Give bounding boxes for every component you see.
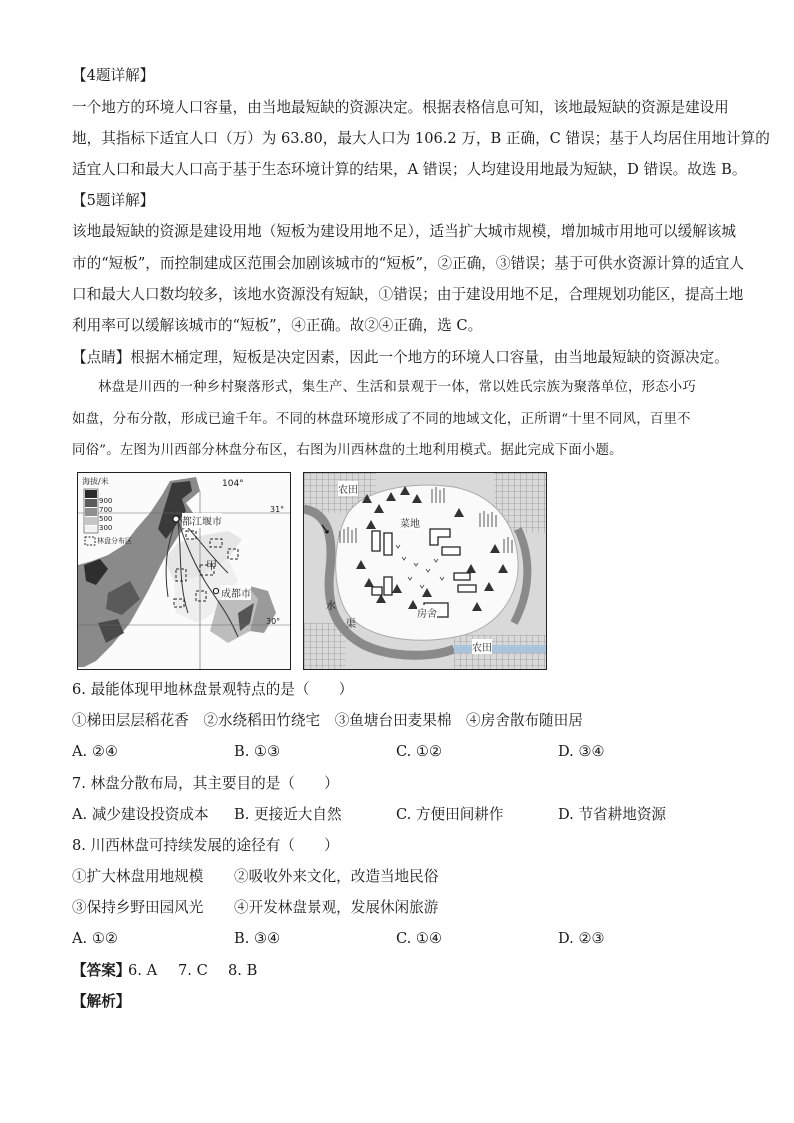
right-map-vegetable: 菜地 [400,515,420,530]
q4-heading: 【4题详解】 [72,67,155,84]
q8-option-c[interactable]: C. ①④ [396,930,443,947]
figures [77,472,547,668]
q5-line-4: 利用率可以缓解该城市的“短板”，④正确。故②④正确，选 C。 [72,317,483,334]
q8-item-2: ②吸收外来文化，改造当地民俗 [234,868,439,885]
lead-line-3: 同俗”。左图为川西部分林盘分布区，右图为川西林盘的土地利用模式。据此完成下面小题。 [72,443,623,458]
left-map-legend-500: 500 [99,515,113,523]
right-map-farmland-bottom: 农田 [472,639,492,654]
q4-line-3: 适宜人口和最大人口高于基于生态环境计算的结果，A 错误；人均建设用地最为短缺，D 错误。故选 B。 [72,161,747,178]
right-map-canal: 渠 [346,619,356,630]
answer-7: 7. C [178,962,208,979]
q8-option-d[interactable]: D. ②③ [558,930,605,947]
left-map-lat-bottom: 30° [266,617,281,626]
q8-item-3: ③保持乡野田园风光 [72,899,204,916]
q7-option-b[interactable]: B. 更接近大自然 [234,806,342,823]
q8-option-a[interactable]: A. ①② [72,930,118,947]
q5-line-2: 市的“短板”，而控制建成区范围会加剧该城市的“短板”，②正确，③错误；基于可供水资源计算的适宜人 [72,255,744,272]
q5-heading: 【5题详解】 [72,192,155,209]
q7-option-d[interactable]: D. 节省耕地资源 [558,806,667,823]
q8-stem: 8. 川西林盘可持续发展的途径有（ ） [72,837,339,854]
q4-line-2: 地，其指标下适宜人口（万）为 63.80，最大人口为 106.2 万，B 正确，C 错误；基于人均居住用地计算的 [72,130,770,147]
lead-line-1: 林盘是川西的一种乡村聚落形式，集生产、生活和景观于一体，常以姓氏宗族为聚落单位，形态小巧 [98,380,696,395]
left-map-city-dujiangyan: 都江堰市 [182,513,222,528]
q4-line-1: 一个地方的环境人口容量，由当地最短缺的资源决定。根据表格信息可知，该地最短缺的资源是建设用 [72,99,729,116]
right-map [303,472,547,670]
q6-option-a[interactable]: A. ②④ [72,743,118,760]
right-map-water: 水 [326,601,336,612]
answer-8: 8. B [228,962,258,979]
q5-line-3: 口和最大人口数均较多，该地水资源没有短缺，①错误；由于建设用地不足，合理规划功能区，提高土地 [72,286,744,303]
q8-item-4: ④开发林盘景观，发展休闲旅游 [234,899,439,916]
q5-line-1: 该地最短缺的资源是建设用地（短板为建设用地不足），适当扩大城市规模，增加城市用地可以缓解该城 [72,223,737,240]
right-map-farmland-top: 农田 [338,481,358,496]
answer-6: 6. A [128,962,158,979]
answer-label: 【答案】 [72,962,131,979]
q8-item-1: ①扩大林盘用地规模 [72,868,204,885]
lead-line-2: 如盘，分布分散，形成已逾千年。不同的林盘环境形成了不同的地域文化，正所谓“十里不同风，百里不 [72,412,691,427]
right-map-house: 房舍 [417,605,437,620]
left-map-label-jia: 甲 [206,559,217,572]
q7-option-c[interactable]: C. 方便田间耕作 [396,806,504,823]
q7-option-a[interactable]: A. 减少建设投资成本 [72,806,209,823]
left-map [77,472,291,670]
q8-option-b[interactable]: B. ③④ [234,930,281,947]
q6-option-b[interactable]: B. ①③ [234,743,281,760]
q7-stem: 7. 林盘分散布局，其主要目的是（ ） [72,775,339,792]
left-map-city-chengdu: 成都市 [221,585,251,600]
q6-option-d[interactable]: D. ③④ [558,743,605,760]
q6-items: ①梯田层层稻花香 ②水绕稻田竹绕宅 ③鱼塘台田麦果棉 ④房舍散布随田居 [72,712,583,729]
left-map-legend-700: 700 [99,506,113,514]
q6-option-c[interactable]: C. ①② [396,743,443,760]
analysis-heading: 【解析】 [72,993,131,1010]
left-map-legend-title: 海拔/米 [82,477,109,486]
left-map-legend-300: 300 [99,524,113,532]
left-map-legend-area: 林盘分布区 [97,537,132,545]
left-map-lat-top: 31° [270,505,285,514]
left-map-legend-900: 900 [99,497,113,505]
q6-stem: 6. 最能体现甲地林盘景观特点的是（ ） [72,681,354,698]
left-map-lon: 104° [222,479,244,489]
tip-paragraph: 【点睛】根据木桶定理，短板是决定因素，因此一个地方的环境人口容量，由当地最短缺的资源决定。 [72,349,729,366]
